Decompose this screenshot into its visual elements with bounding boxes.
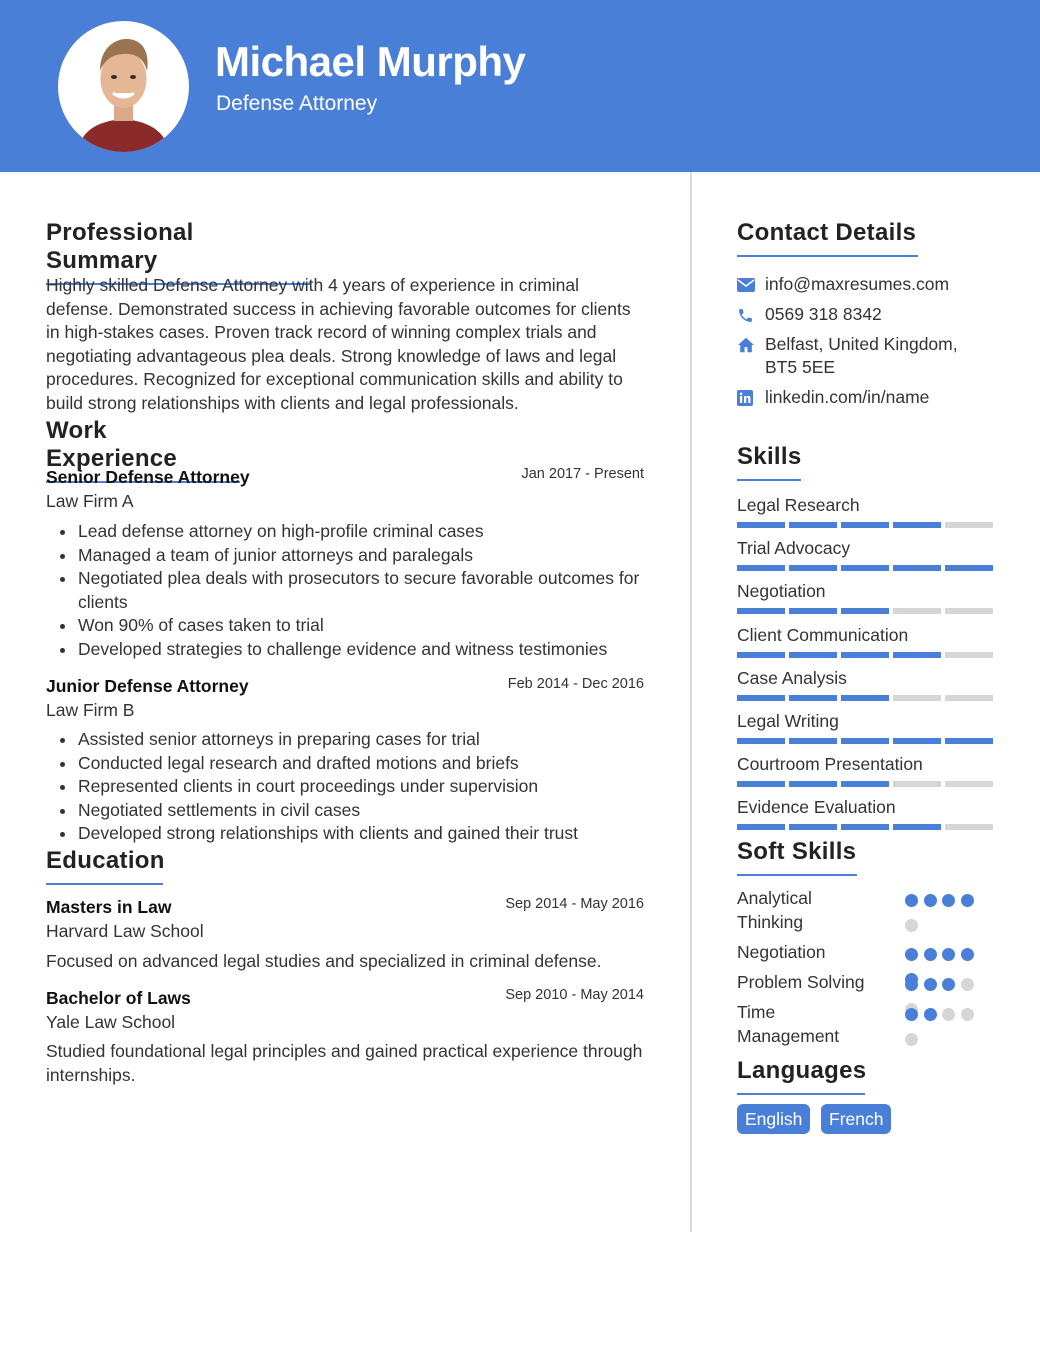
skill-level-segment	[893, 738, 941, 744]
soft-skill-item	[737, 940, 997, 964]
skill-level-segment	[841, 652, 889, 658]
education-date: Sep 2010 - May 2014	[505, 987, 644, 1003]
soft-skill-label: Negotiation	[737, 942, 826, 962]
job-bullet: Lead defense attorney on high-profile criminal cases	[78, 520, 648, 544]
skill-item	[737, 624, 993, 658]
skill-label: Courtroom Presentation	[737, 754, 923, 775]
job-organization: Law Firm A	[46, 491, 134, 511]
skill-level-segment	[841, 824, 889, 830]
skill-level-bar	[737, 565, 993, 571]
contact-address-text: Belfast, United Kingdom, BT5 5EE	[765, 334, 958, 377]
job-bullets	[78, 728, 648, 846]
home-icon	[737, 333, 765, 357]
rating-dot	[905, 948, 918, 961]
education-date: Sep 2014 - May 2016	[505, 896, 644, 912]
skill-label: Client Communication	[737, 624, 909, 645]
job-title: Junior Defense Attorney	[46, 676, 249, 696]
education-heading: Education	[46, 847, 163, 885]
skill-item	[737, 580, 993, 614]
soft-skill-label: Problem Solving	[737, 972, 865, 992]
phone-icon	[737, 303, 765, 327]
rating-dot	[905, 978, 918, 991]
skill-item	[737, 796, 993, 830]
skill-level-bar	[737, 824, 993, 830]
job-date: Jan 2017 - Present	[521, 466, 644, 482]
job-bullet: Negotiated settlements in civil cases	[78, 799, 648, 823]
skill-item	[737, 494, 993, 528]
contact-phone[interactable]	[737, 303, 882, 327]
envelope-icon	[737, 273, 765, 297]
education-degree: Bachelor of Laws	[46, 988, 191, 1008]
rating-dot	[924, 948, 937, 961]
skill-level-segment	[945, 695, 993, 701]
skill-level-bar	[737, 652, 993, 658]
skill-level-segment	[789, 522, 837, 528]
profile-photo-illustration	[58, 21, 189, 152]
skill-level-segment	[893, 608, 941, 614]
experience-heading: Work Experience	[46, 417, 240, 483]
summary-text: Highly skilled Defense Attorney with 4 years of experience in criminal defense. Demonstrated success in achieving favorable outcomes for clients in high-stakes cases. Proven track record of winning complex trials and negotiating advantageous plea deals. Strong knowledge of laws and legal procedures. Recognized for exceptional communication skills and ability to build strong relationships with clients and legal professionals.	[46, 275, 631, 413]
job-bullet: Represented clients in court proceedings under supervision	[78, 775, 648, 799]
skill-item	[737, 753, 993, 787]
job-bullet: Developed strong relationships with clients and gained their trust	[78, 822, 648, 846]
skill-level-segment	[945, 522, 993, 528]
skill-level-bar	[737, 738, 993, 744]
skill-level-segment	[737, 738, 785, 744]
skill-label: Negotiation	[737, 581, 826, 602]
rating-dot	[961, 948, 974, 961]
skill-level-segment	[737, 652, 785, 658]
contact-address	[737, 333, 975, 379]
skill-level-segment	[789, 738, 837, 744]
candidate-title: Defense Attorney	[216, 92, 378, 115]
soft-skill-item	[737, 970, 997, 994]
skill-level-bar	[737, 781, 993, 787]
skill-level-segment	[737, 781, 785, 787]
skill-level-segment	[737, 608, 785, 614]
skill-level-segment	[789, 652, 837, 658]
skill-item	[737, 537, 993, 571]
skill-level-segment	[945, 781, 993, 787]
language-tag: French	[821, 1104, 891, 1134]
education-degree: Masters in Law	[46, 897, 172, 917]
job-bullet: Assisted senior attorneys in preparing cases for trial	[78, 728, 648, 752]
skill-level-segment	[841, 738, 889, 744]
contact-heading: Contact Details	[737, 219, 918, 257]
rating-dot	[905, 1033, 918, 1046]
skill-level-bar	[737, 522, 993, 528]
skill-label: Evidence Evaluation	[737, 797, 896, 818]
skill-level-segment	[789, 565, 837, 571]
skill-level-segment	[789, 781, 837, 787]
job-bullets	[78, 520, 648, 661]
skill-level-segment	[841, 522, 889, 528]
skill-level-bar	[737, 608, 993, 614]
skill-level-segment	[789, 824, 837, 830]
skill-level-segment	[945, 608, 993, 614]
resume-header	[0, 0, 1040, 172]
rating-dot	[942, 948, 955, 961]
skill-level-segment	[841, 565, 889, 571]
rating-dot	[961, 1008, 974, 1021]
skill-level-segment	[945, 565, 993, 571]
soft-skill-item	[737, 886, 997, 934]
job-date: Feb 2014 - Dec 2016	[507, 676, 644, 692]
job-bullet: Conducted legal research and drafted motions and briefs	[78, 752, 648, 776]
skill-level-segment	[841, 608, 889, 614]
skill-label: Case Analysis	[737, 667, 847, 688]
skill-label: Trial Advocacy	[737, 538, 851, 559]
skill-level-segment	[945, 824, 993, 830]
skill-level-segment	[737, 695, 785, 701]
contact-email[interactable]	[737, 273, 949, 297]
soft-skills-heading: Soft Skills	[737, 838, 857, 876]
skill-level-segment	[841, 781, 889, 787]
job-title: Senior Defense Attorney	[46, 467, 250, 487]
rating-dot	[924, 1008, 937, 1021]
skill-level-segment	[945, 652, 993, 658]
education-school: Harvard Law School	[46, 921, 204, 941]
skill-level-segment	[737, 522, 785, 528]
skill-level-bar	[737, 695, 993, 701]
job-organization: Law Firm B	[46, 700, 135, 720]
job-bullet: Developed strategies to challenge evidence and witness testimonies	[78, 638, 648, 662]
skill-level-segment	[945, 738, 993, 744]
rating-dot	[905, 919, 918, 932]
soft-skill-item	[737, 1000, 997, 1048]
rating-dot	[905, 1008, 918, 1021]
linkedin-icon	[737, 386, 765, 410]
contact-linkedin[interactable]	[737, 386, 929, 410]
rating-dot	[942, 894, 955, 907]
summary-heading: Professional Summary	[46, 219, 310, 285]
rating-dot	[942, 1008, 955, 1021]
skill-level-segment	[893, 824, 941, 830]
skill-level-segment	[893, 652, 941, 658]
skill-item	[737, 710, 993, 744]
skill-level-segment	[737, 565, 785, 571]
skill-level-segment	[893, 781, 941, 787]
profile-photo	[58, 21, 189, 152]
skill-level-segment	[893, 522, 941, 528]
contact-email-text: info@maxresumes.com	[765, 274, 950, 294]
soft-skill-label: Analytical Thinking	[737, 888, 812, 932]
contact-linkedin-text: linkedin.com/in/name	[765, 387, 930, 407]
skill-level-segment	[841, 695, 889, 701]
rating-dot	[961, 978, 974, 991]
rating-dot	[924, 894, 937, 907]
language-tag: English	[737, 1104, 810, 1134]
rating-dot	[924, 978, 937, 991]
job-bullet: Negotiated plea deals with prosecutors to secure favorable outcomes for clients	[78, 567, 648, 614]
skills-heading: Skills	[737, 443, 801, 481]
skill-item	[737, 667, 993, 701]
skill-level-segment	[893, 695, 941, 701]
contact-phone-text: 0569 318 8342	[765, 304, 882, 324]
skill-level-segment	[737, 824, 785, 830]
job-bullet: Managed a team of junior attorneys and paralegals	[78, 544, 648, 568]
skill-label: Legal Writing	[737, 711, 839, 731]
rating-dot	[961, 894, 974, 907]
soft-skill-label: Time Management	[737, 1002, 840, 1046]
languages-heading: Languages	[737, 1057, 865, 1095]
skill-level-segment	[893, 565, 941, 571]
skill-level-segment	[789, 608, 837, 614]
job-bullet: Won 90% of cases taken to trial	[78, 614, 648, 638]
rating-dot	[905, 894, 918, 907]
education-description: Focused on advanced legal studies and specialized in criminal defense.	[46, 951, 602, 971]
candidate-name: Michael Murphy	[215, 38, 526, 85]
skill-level-segment	[789, 695, 837, 701]
rating-dot	[942, 978, 955, 991]
education-school: Yale Law School	[46, 1012, 176, 1032]
skill-label: Legal Research	[737, 495, 860, 515]
column-divider	[690, 172, 692, 1232]
education-description: Studied foundational legal principles and gained practical experience through internships.	[46, 1041, 643, 1085]
